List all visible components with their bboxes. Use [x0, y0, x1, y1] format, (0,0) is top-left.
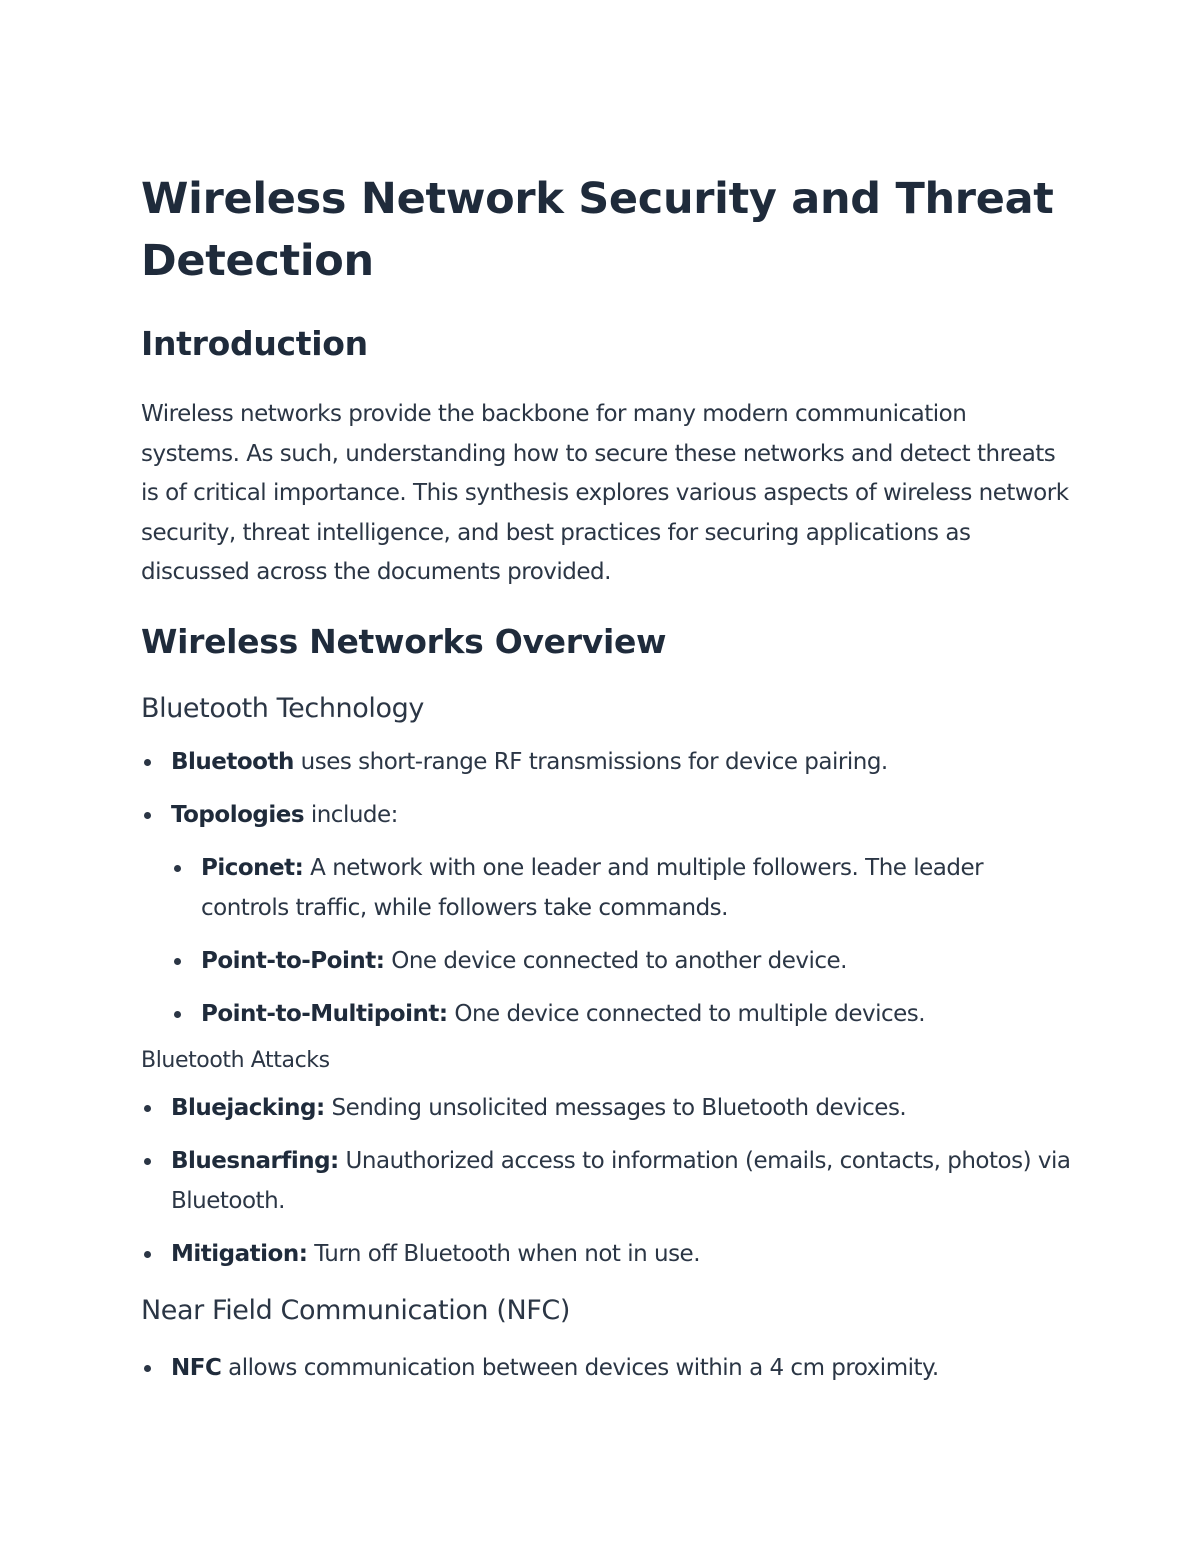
list-item-text: uses short-range RF transmissions for device pairing. — [293, 748, 888, 775]
list-item-term: NFC — [171, 1354, 222, 1381]
topologies-list — [171, 848, 1071, 1034]
list-item — [171, 941, 1071, 981]
list-item — [141, 742, 1071, 782]
list-item — [141, 1348, 1071, 1388]
list-item — [141, 1141, 1071, 1221]
list-item — [141, 1088, 1071, 1128]
overview-heading: Wireless Networks Overview — [141, 621, 667, 661]
list-item-text: include: — [304, 801, 398, 828]
list-item-term: Bluetooth — [171, 748, 294, 775]
list-item — [141, 795, 1071, 1034]
list-item-term: Piconet: — [201, 854, 304, 881]
list-item-text: allows communication between devices within a 4 cm proximity. — [221, 1354, 939, 1381]
list-item-text: A network with one leader and multiple followers. The leader controls traffic, while followers take commands. — [201, 854, 984, 921]
introduction-paragraph: Wireless networks provide the backbone for many modern communication systems. As such, understanding how to secure these networks and detect threats is of critical importance. This synthesis explores various aspects of wireless network security, threat intelligence, and best practices for securing applications as discussed across the documents provided. — [141, 401, 1069, 585]
list-item-term: Mitigation: — [171, 1240, 308, 1267]
bluetooth-attacks-list — [141, 1088, 1071, 1274]
list-item-term: Point-to-Point: — [201, 947, 385, 974]
list-item-term: Topologies — [171, 801, 305, 828]
list-item-text: Turn off Bluetooth when not in use. — [307, 1240, 701, 1267]
bluetooth-list — [141, 742, 1071, 1034]
list-item-term: Bluesnarfing: — [171, 1147, 339, 1174]
list-item-text: One device connected to another device. — [384, 947, 847, 974]
nfc-list — [141, 1348, 1071, 1388]
list-item-term: Bluejacking: — [171, 1094, 325, 1121]
list-item — [141, 1234, 1071, 1274]
list-item — [171, 848, 1071, 928]
list-item-term: Point-to-Multipoint: — [201, 1000, 448, 1027]
document-content — [141, 168, 1071, 1388]
list-item-text: Unauthorized access to information (emails, contacts, photos) via Bluetooth. — [171, 1147, 1071, 1214]
bluetooth-technology-heading: Bluetooth Technology — [141, 692, 424, 724]
nfc-heading: Near Field Communication (NFC) — [141, 1294, 570, 1326]
bluetooth-attacks-heading: Bluetooth Attacks — [141, 1047, 330, 1073]
list-item-text: One device connected to multiple devices. — [447, 1000, 926, 1027]
introduction-heading: Introduction — [141, 324, 368, 363]
list-item-text: Sending unsolicited messages to Bluetooth devices. — [324, 1094, 907, 1121]
document-title: Wireless Network Security and Threat Detection — [141, 174, 1054, 286]
list-item — [171, 994, 1071, 1034]
